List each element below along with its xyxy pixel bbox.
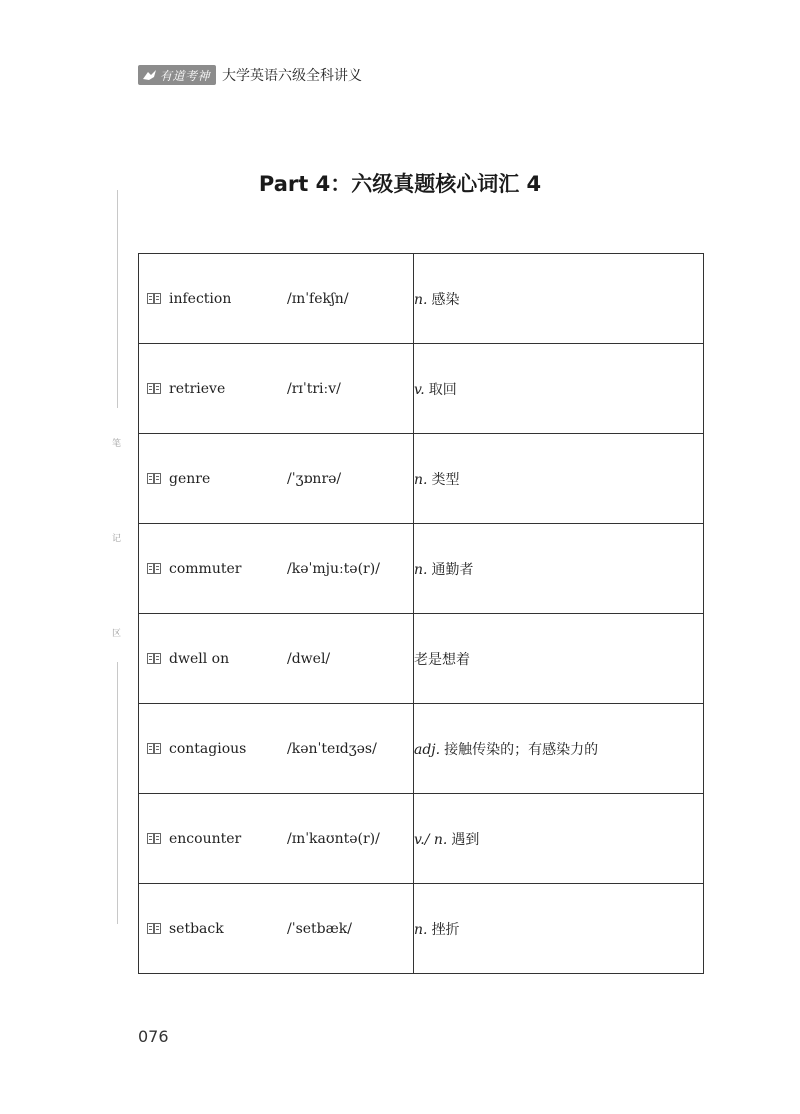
table-row [139,434,704,524]
meaning-cell [414,254,704,344]
phonetic: /ˈʒɒnrə/ [287,470,342,487]
meaning: 接触传染的；有感染力的 [444,741,599,758]
part-of-speech: adj. [414,741,441,758]
phonetic: /ˈsetbæk/ [287,920,352,937]
meaning: 遇到 [451,831,480,848]
vocab-word: encounter [169,830,242,847]
open-book-icon [147,743,161,754]
vocab-word: setback [169,920,224,937]
table-row [139,884,704,974]
vocab-word: genre [169,470,211,487]
meaning-cell [414,884,704,974]
meaning: 通勤者 [431,561,474,578]
word-cell [139,524,414,614]
word-cell [139,344,414,434]
open-book-icon [147,293,161,304]
open-book-icon [147,653,161,664]
table-row [139,614,704,704]
open-book-icon [147,833,161,844]
word-cell [139,614,414,704]
vocab-word: commuter [169,560,242,577]
open-book-icon [147,473,161,484]
vocab-word: infection [169,290,232,307]
page-title: Part 4：六级真题核心词汇 4 [258,172,542,196]
notes-label-char: 区 [112,629,122,639]
part-of-speech: n. [414,291,428,308]
open-book-icon [147,923,161,934]
page-header [138,64,362,86]
notes-divider-bottom [117,662,118,924]
meaning-cell [414,614,704,704]
phonetic: /ɪnˈfekʃn/ [287,290,349,307]
word-cell [139,794,414,884]
part-of-speech: n. [414,921,428,938]
meaning-cell [414,704,704,794]
word-cell [139,884,414,974]
part-of-speech: n. [414,561,428,578]
phonetic: /ɪnˈkaʊntə(r)/ [287,830,380,847]
notes-label-char: 记 [112,534,122,544]
part-of-speech: v. [414,381,425,398]
table-row [139,704,704,794]
meaning: 类型 [431,471,460,488]
part-of-speech: n. [414,471,428,488]
vocab-word: retrieve [169,380,226,397]
part-of-speech: v./ n. [414,831,448,848]
meaning: 老是想着 [414,651,470,668]
word-cell [139,434,414,524]
meaning-cell [414,434,704,524]
open-book-icon [147,563,161,574]
word-cell [139,254,414,344]
open-book-icon [147,383,161,394]
notes-label-char: 笔 [112,439,122,449]
word-cell [139,704,414,794]
vocabulary-table [138,253,704,974]
meaning: 挫折 [431,921,460,938]
table-row [139,524,704,614]
table-row [139,254,704,344]
meaning: 取回 [428,381,457,398]
meaning: 感染 [431,291,460,308]
vocab-word: contagious [169,740,247,757]
meaning-cell [414,344,704,434]
phonetic: /kəˈmjuːtə(r)/ [287,560,380,577]
meaning-cell [414,794,704,884]
book-title: 大学英语六级全科讲义 [222,68,363,84]
brand-logo [138,65,216,85]
phonetic: /kənˈteɪdʒəs/ [287,740,377,757]
table-row [139,344,704,434]
table-row [139,794,704,884]
vocab-word: dwell on [169,650,230,667]
phonetic: /dwel/ [287,650,331,667]
logo-text: 有道考神 [160,68,211,83]
bird-icon [142,68,158,82]
meaning-cell [414,524,704,614]
phonetic: /rɪˈtriːv/ [287,380,341,397]
page-number: 076 [138,1027,169,1046]
notes-divider-top [117,190,118,408]
